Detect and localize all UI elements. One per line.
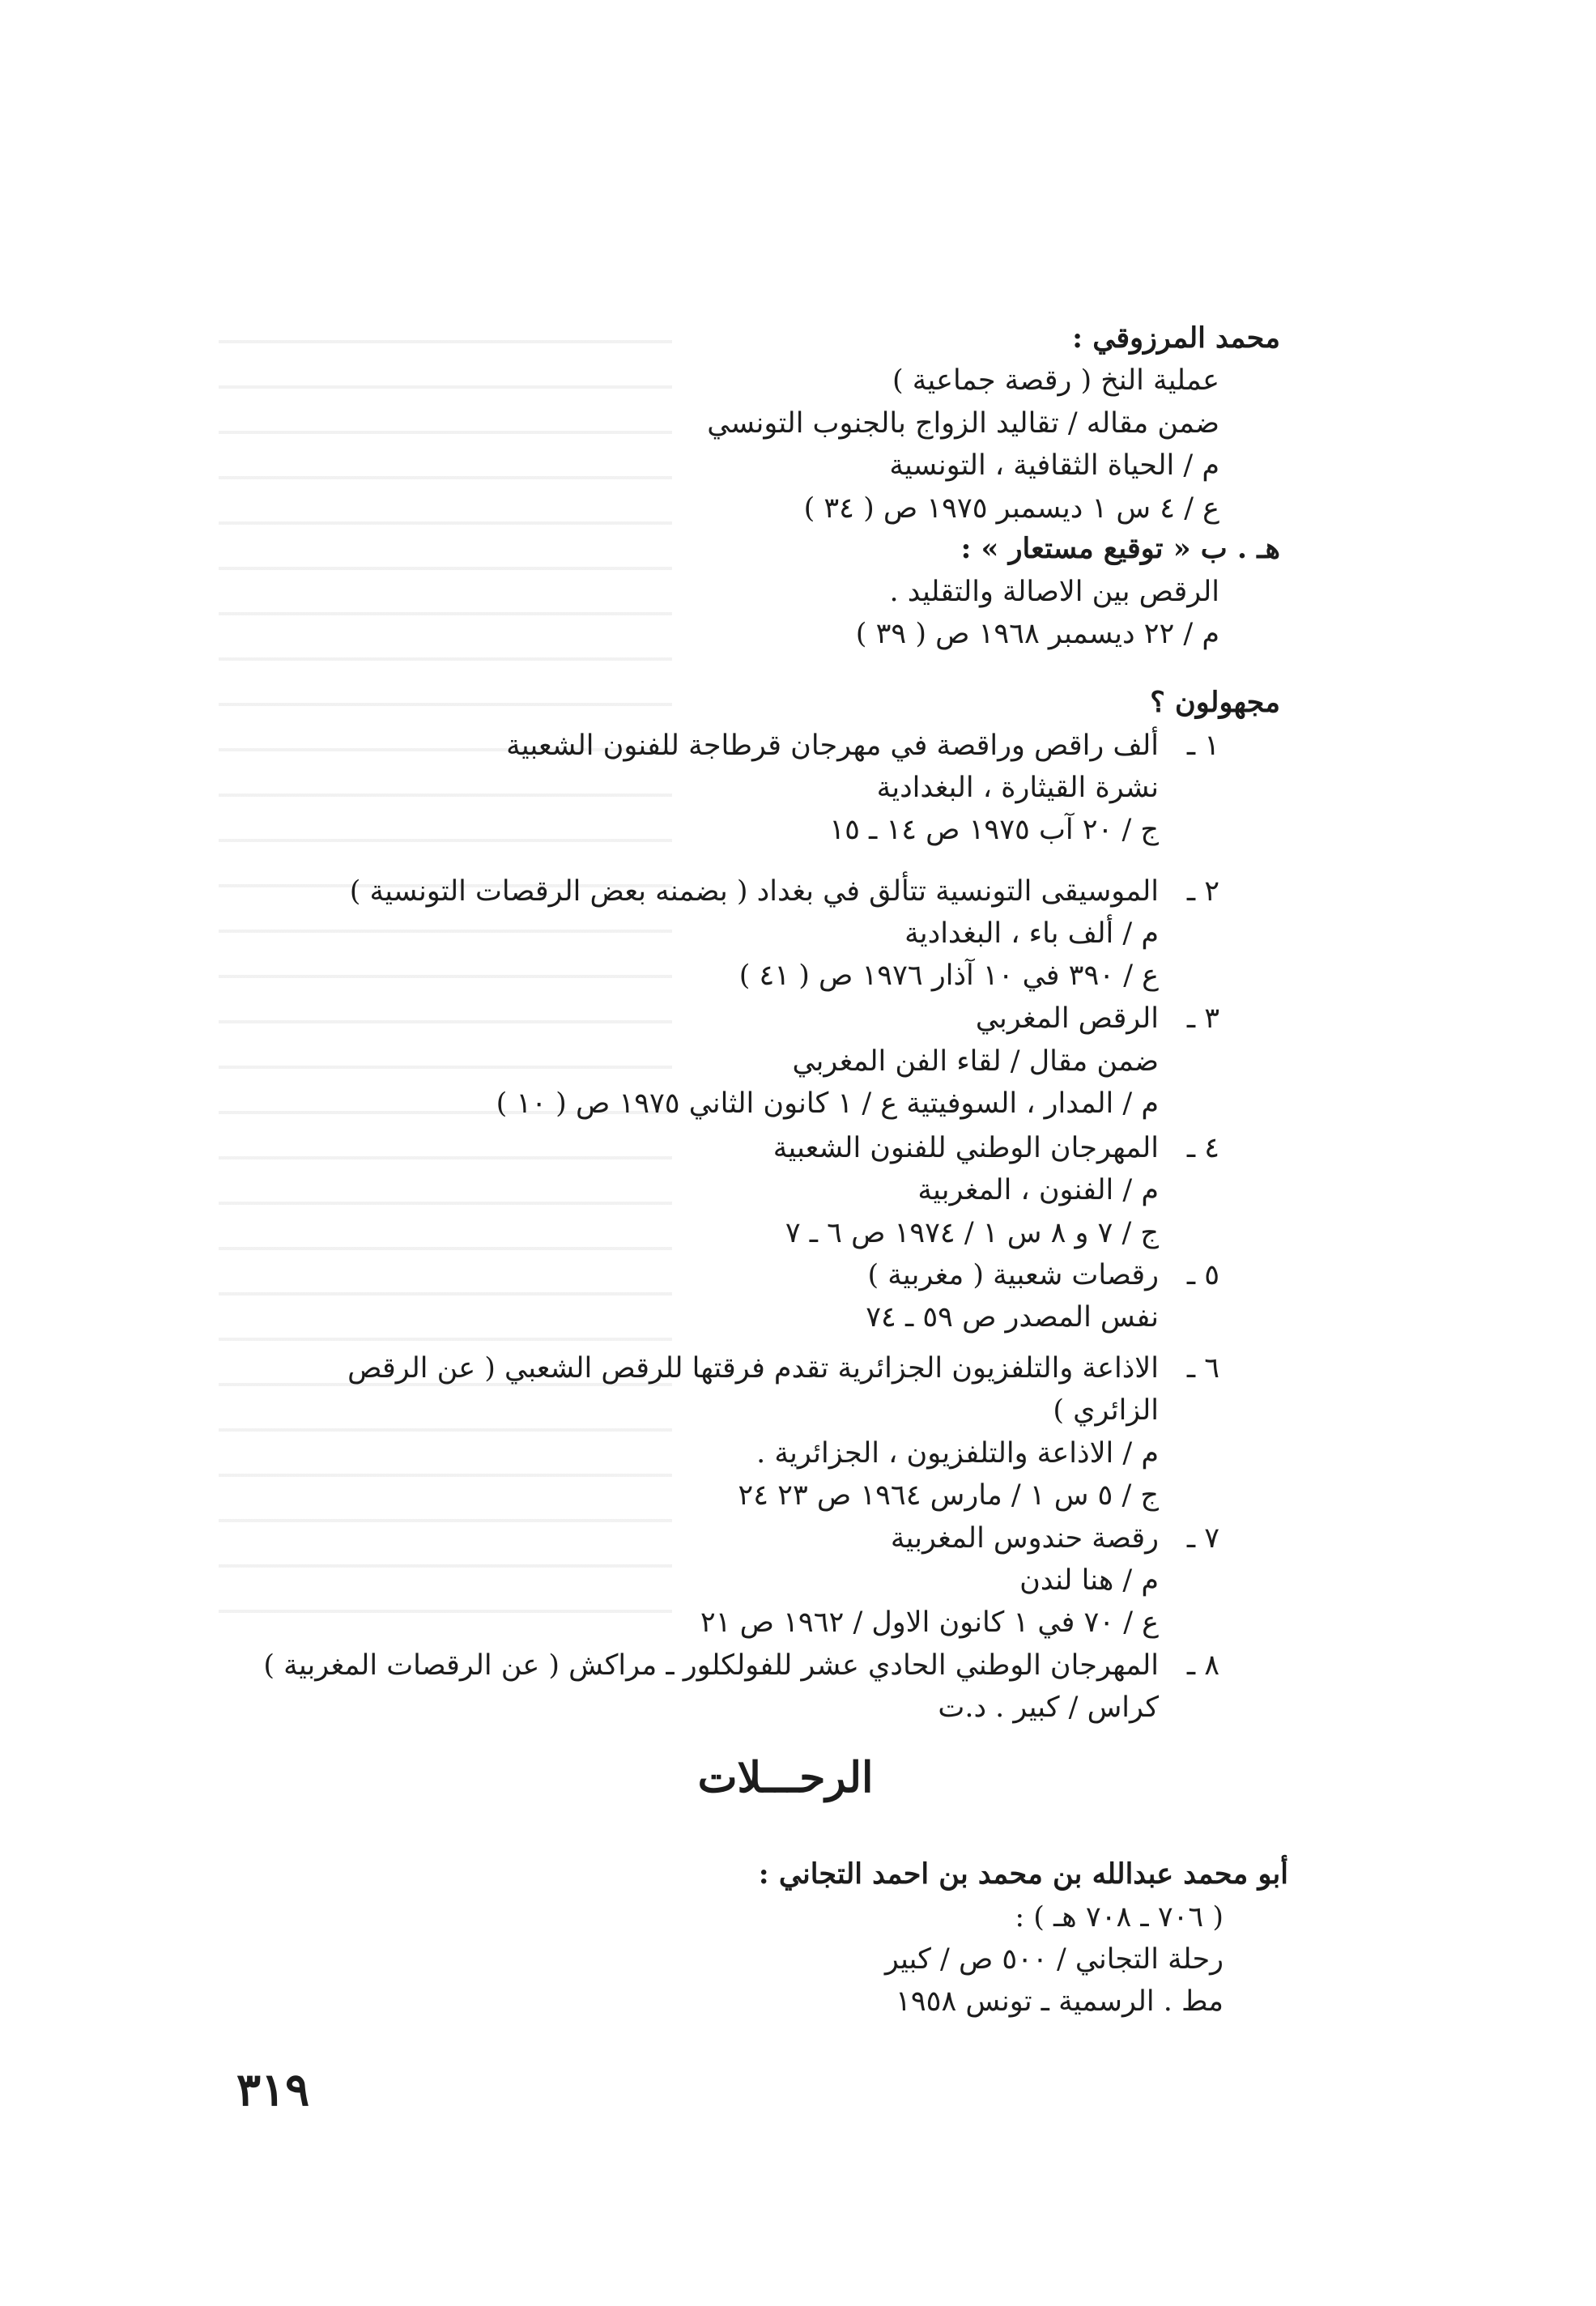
item-title: رقصات شعبية ( مغربية ) <box>867 1259 1159 1291</box>
item-line: م / الفنون ، المغربية <box>917 1174 1159 1206</box>
entry-line: ضمن مقاله / تقاليد الزواج بالجنوب التونسي <box>707 407 1219 440</box>
unknown-heading: مجهولون ؟ <box>1150 686 1280 719</box>
item-line: ج / ٥ س ١ / مارس ١٩٦٤ ص ٢٣ ٢٤ <box>738 1479 1159 1512</box>
page-number: ٣١٩ <box>236 2063 310 2117</box>
entry-line: ع / ٤ س ١ ديسمبر ١٩٧٥ ص ( ٣٤ ) <box>803 492 1219 525</box>
entry-line: رحلة التجاني / ٥٠٠ ص / كبير <box>884 1943 1224 1976</box>
author-tijani: أبو محمد عبدالله بن محمد بن احمد التجاني : <box>758 1857 1288 1891</box>
item-number: ٦ ـ <box>1186 1352 1220 1385</box>
item-number: ٢ ـ <box>1186 875 1220 908</box>
item-line: كراس / كبير . د.ت <box>938 1691 1159 1724</box>
item-line: م / ألف باء ، البغدادية <box>904 917 1159 950</box>
entry-line: الرقص بين الاصالة والتقليد . <box>889 576 1219 608</box>
item-line: ج / ٢٠ آب ١٩٧٥ ص ١٤ ـ ١٥ <box>829 814 1159 846</box>
entry-line: م / ٢٢ ديسمبر ١٩٦٨ ص ( ٣٩ ) <box>855 618 1219 650</box>
item-title: المهرجان الوطني للفنون الشعبية <box>772 1132 1159 1164</box>
author-hb: هـ . ب « توقيع مستعار » : <box>960 532 1280 565</box>
entry-line: م / الحياة الثقافية ، التونسية <box>889 449 1219 482</box>
entry-line: مط . الرسمية ـ تونس ١٩٥٨ <box>896 1985 1224 2018</box>
item-title: ألف راقص وراقصة في مهرجان قرطاجة للفنون الشعبية <box>506 730 1159 762</box>
item-title: الرقص المغربي <box>975 1002 1159 1035</box>
item-line: م / هنا لندن <box>1019 1564 1159 1597</box>
item-line: نفس المصدر ص ٥٩ ـ ٧٤ <box>866 1301 1159 1334</box>
item-title: الاذاعة والتلفزيون الجزائرية تقدم فرقتها للرقص الشعبي ( عن الرقص <box>347 1352 1159 1385</box>
item-number: ٣ ـ <box>1186 1002 1220 1035</box>
item-title: الموسيقى التونسية تتألق في بغداد ( بضمنه بعض الرقصات التونسية ) <box>349 875 1159 908</box>
item-line: ع / ٣٩٠ في ١٠ آذار ١٩٧٦ ص ( ٤١ ) <box>738 959 1159 992</box>
bleed-through-text <box>219 308 672 1644</box>
author-marzouki: محمد المرزوقي : <box>1072 321 1280 355</box>
item-line: ع / ٧٠ في ١ كانون الاول / ١٩٦٢ ص ٢١ <box>700 1606 1159 1639</box>
item-number: ٤ ـ <box>1186 1132 1220 1164</box>
item-line: ضمن مقال / لقاء الفن المغربي <box>792 1045 1159 1078</box>
item-title: رقصة حندوس المغربية <box>890 1522 1159 1555</box>
entry-line: ( ٧٠٦ ـ ٧٠٨ هـ ) : <box>1015 1901 1224 1934</box>
entry-line: عملية النخ ( رقصة جماعية ) <box>892 364 1219 397</box>
item-line: م / الاذاعة والتلفزيون ، الجزائرية . <box>756 1437 1159 1470</box>
item-line: ج / ٧ و ٨ س ١ / ١٩٧٤ ص ٦ ـ ٧ <box>785 1217 1159 1249</box>
item-number: ٧ ـ <box>1186 1522 1220 1555</box>
item-number: ٥ ـ <box>1186 1259 1220 1291</box>
section-title-travels: الرحـــلات <box>697 1753 874 1802</box>
item-number: ٨ ـ <box>1186 1649 1220 1682</box>
item-number: ١ ـ <box>1186 730 1220 762</box>
item-line: م / المدار ، السوفيتية ع / ١ كانون الثاني ١٩٧٥ ص ( ١٠ ) <box>496 1087 1159 1120</box>
item-title: المهرجان الوطني الحادي عشر للفولكلور ـ مراكش ( عن الرقصات المغربية ) <box>263 1649 1159 1682</box>
item-line: نشرة القيثارة ، البغدادية <box>876 772 1159 804</box>
item-title-cont: الزائري ) <box>1053 1394 1159 1427</box>
